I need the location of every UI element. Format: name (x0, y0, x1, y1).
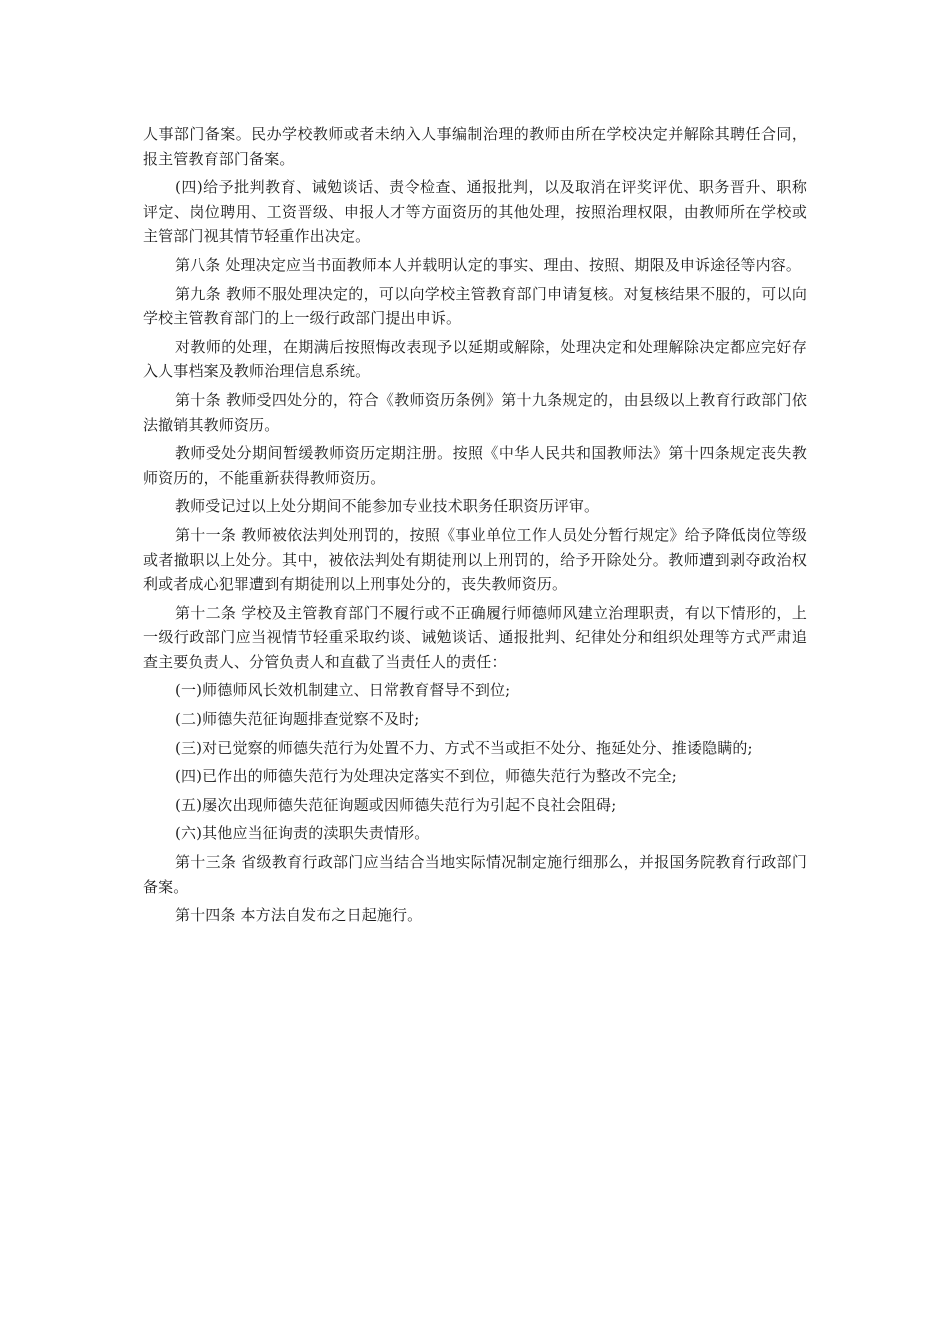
article-11-paragraph: 第十一条 教师被依法判处刑罚的，按照《事业单位工作人员处分暂行规定》给予降低岗位等级或者撤职以上处分。其中，被依法判处有期徒刑以上刑罚的，给予开除处分。教师遭到剥夺政治权利或者成心犯罪遭到有期徒刑以上刑事处分的，丧失教师资历。 (143, 525, 807, 594)
article-8-paragraph: 第八条 处理决定应当书面教师本人并载明认定的事实、理由、按照、期限及申诉途径等内容。 (175, 255, 802, 274)
list-item: (一)师德师风长效机制建立、日常教育督导不到位; (175, 681, 511, 700)
list-item: (三)对已觉察的师德失范行为处置不力、方式不当或拒不处分、拖延处分、推诿隐瞒的; (175, 738, 753, 757)
article-9-paragraph: 第九条 教师不服处理决定的，可以向学校主管教育部门申请复核。对复核结果不服的，可以向学校主管教育部门的上一级行政部门提出申诉。 (143, 284, 807, 328)
list-item: (二)师德失范征询题排查觉察不及时; (175, 710, 420, 729)
paragraph: 对教师的处理，在期满后按照悔改表现予以延期或解除，处理决定和处理解除决定都应完好存入人事档案及教师治理信息系统。 (143, 337, 807, 381)
list-item: (六)其他应当征询责的渎职失责情形。 (175, 824, 430, 843)
list-item: (四)已作出的师德失范行为处理决定落实不到位，师德失范行为整改不完全; (175, 767, 678, 786)
article-13-paragraph: 第十三条 省级教育行政部门应当结合当地实际情况制定施行细那么，并报国务院教育行政部门备案。 (143, 853, 807, 896)
article-10-paragraph: 第十条 教师受四处分的，符合《教师资历条例》第十九条规定的，由县级以上教育行政部门依法撤销其教师资历。 (143, 390, 807, 434)
paragraph: 教师受记过以上处分期间不能参加专业技术职务任职资历评审。 (175, 497, 600, 516)
paragraph: (四)给予批判教育、诫勉谈话、责令检查、通报批判，以及取消在评奖评优、职务晋升、职称评定、岗位聘用、工资晋级、申报人才等方面资历的其他处理，按照治理权限，由教师所在学校或主管部门视其情节轻重作出决定。 (143, 178, 807, 246)
list-item: (五)屡次出现师德失范征询题或因师德失范行为引起不良社会阻碍; (175, 795, 617, 814)
paragraph: 教师受处分期间暂缓教师资历定期注册。按照《中华人民共和国教师法》第十四条规定丧失教师资历的，不能重新获得教师资历。 (143, 444, 807, 487)
paragraph: 人事部门备案。民办学校教师或者未纳入人事编制治理的教师由所在学校决定并解除其聘任合同，报主管教育部门备案。 (143, 125, 807, 168)
article-12-paragraph: 第十二条 学校及主管教育部门不履行或不正确履行师德师风建立治理职责，有以下情形的，上一级行政部门应当视情节轻重采取约谈、诫勉谈话、通报批判、纪律处分和组织处理等方式严肃追查主要负责人、分管负责人和直截了当责任人的责任： (143, 603, 807, 671)
article-14-paragraph: 第十四条 本方法自发布之日起施行。 (175, 906, 423, 925)
document-body (143, 122, 807, 932)
